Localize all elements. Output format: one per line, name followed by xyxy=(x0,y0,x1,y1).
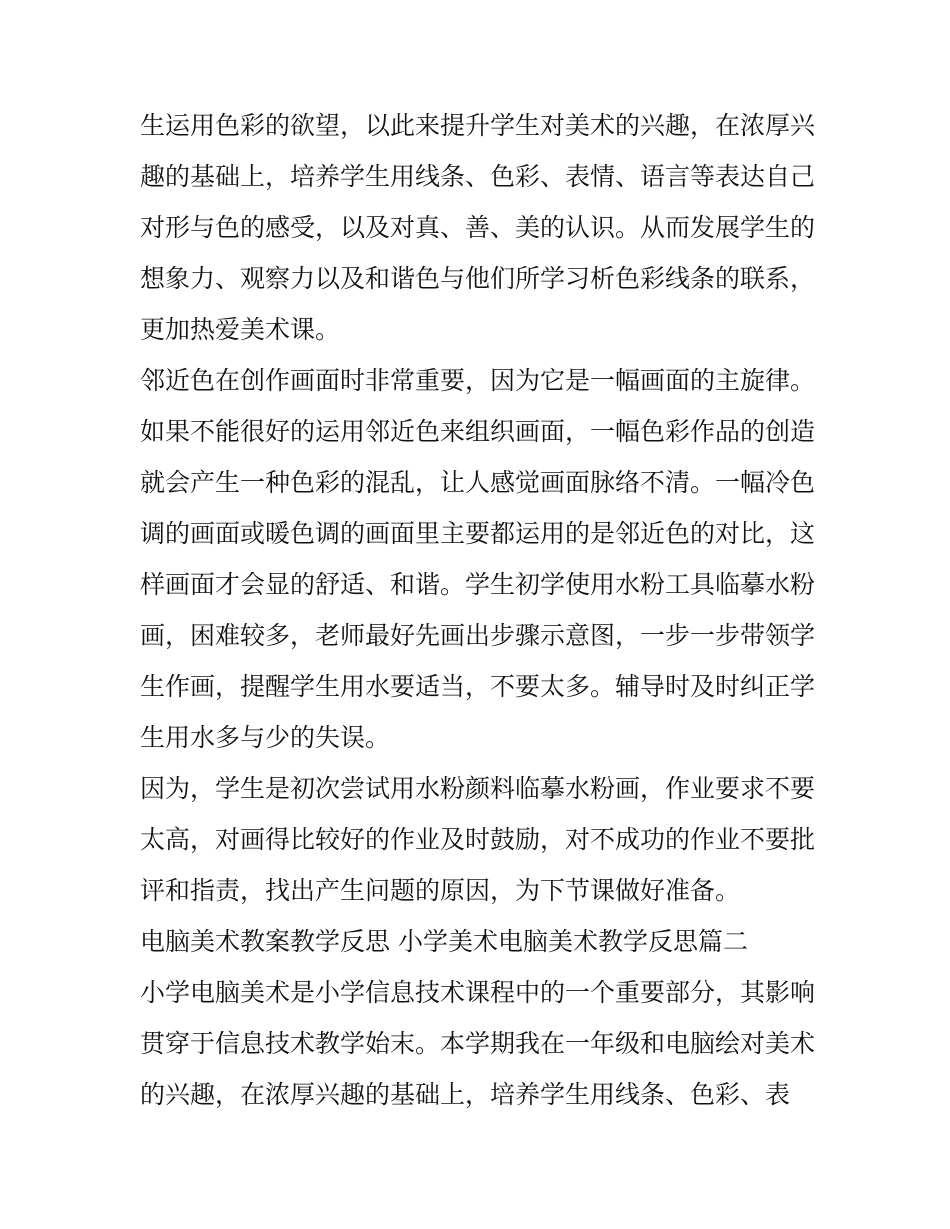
text-line: 更加热爱美术课。 xyxy=(140,315,341,344)
text-line: 就会产生一种色彩的混乱，让人感觉画面脉络不清。一幅冷色 xyxy=(140,468,816,497)
text-line: 太高，对画得比较好的作业及时鼓励，对不成功的作业不要批 xyxy=(140,825,816,854)
text-line: 调的画面或暖色调的画面里主要都运用的是邻近色的对比，这 xyxy=(140,519,816,548)
text-line: 因为，学生是初次尝试用水粉颜料临摹水粉画，作业要求不要 xyxy=(140,774,816,803)
text-line: 生运用色彩的欲望，以此来提升学生对美术的兴趣，在浓厚兴 xyxy=(140,111,816,140)
text-line: 生作画，提醒学生用水要适当，不要太多。辅导时及时纠正学 xyxy=(140,672,816,701)
text-line: 的兴趣，在浓厚兴趣的基础上，培养学生用线条、色彩、表 xyxy=(140,1080,791,1109)
text-line: 画，困难较多，老师最好先画出步骤示意图，一步一步带领学 xyxy=(140,621,816,650)
text-line: 对形与色的感受，以及对真、善、美的认识。从而发展学生的 xyxy=(140,213,816,242)
body-text xyxy=(140,100,820,1120)
text-line: 评和指责，找出产生问题的原因，为下节课做好准备。 xyxy=(140,876,741,905)
text-line: 趣的基础上，培养学生用线条、色彩、表情、语言等表达自己 xyxy=(140,162,816,191)
text-line: 生用水多与少的失误。 xyxy=(140,723,391,752)
text-line: 样画面才会显的舒适、和谐。学生初学使用水粉工具临摹水粉 xyxy=(140,570,816,599)
text-line: 想象力、观察力以及和谐色与他们所学习析色彩线条的联系， xyxy=(140,264,816,293)
text-line: 如果不能很好的运用邻近色来组织画面，一幅色彩作品的创造 xyxy=(140,417,816,446)
text-line: 小学电脑美术是小学信息技术课程中的一个重要部分，其影响 xyxy=(140,978,816,1007)
text-line: 贯穿于信息技术教学始末。本学期我在一年级和电脑绘对美术 xyxy=(140,1029,816,1058)
section-heading: 电脑美术教案教学反思 小学美术电脑美术教学反思篇二 xyxy=(140,927,748,956)
text-line: 邻近色在创作画面时非常重要，因为它是一幅画面的主旋律。 xyxy=(140,366,816,395)
